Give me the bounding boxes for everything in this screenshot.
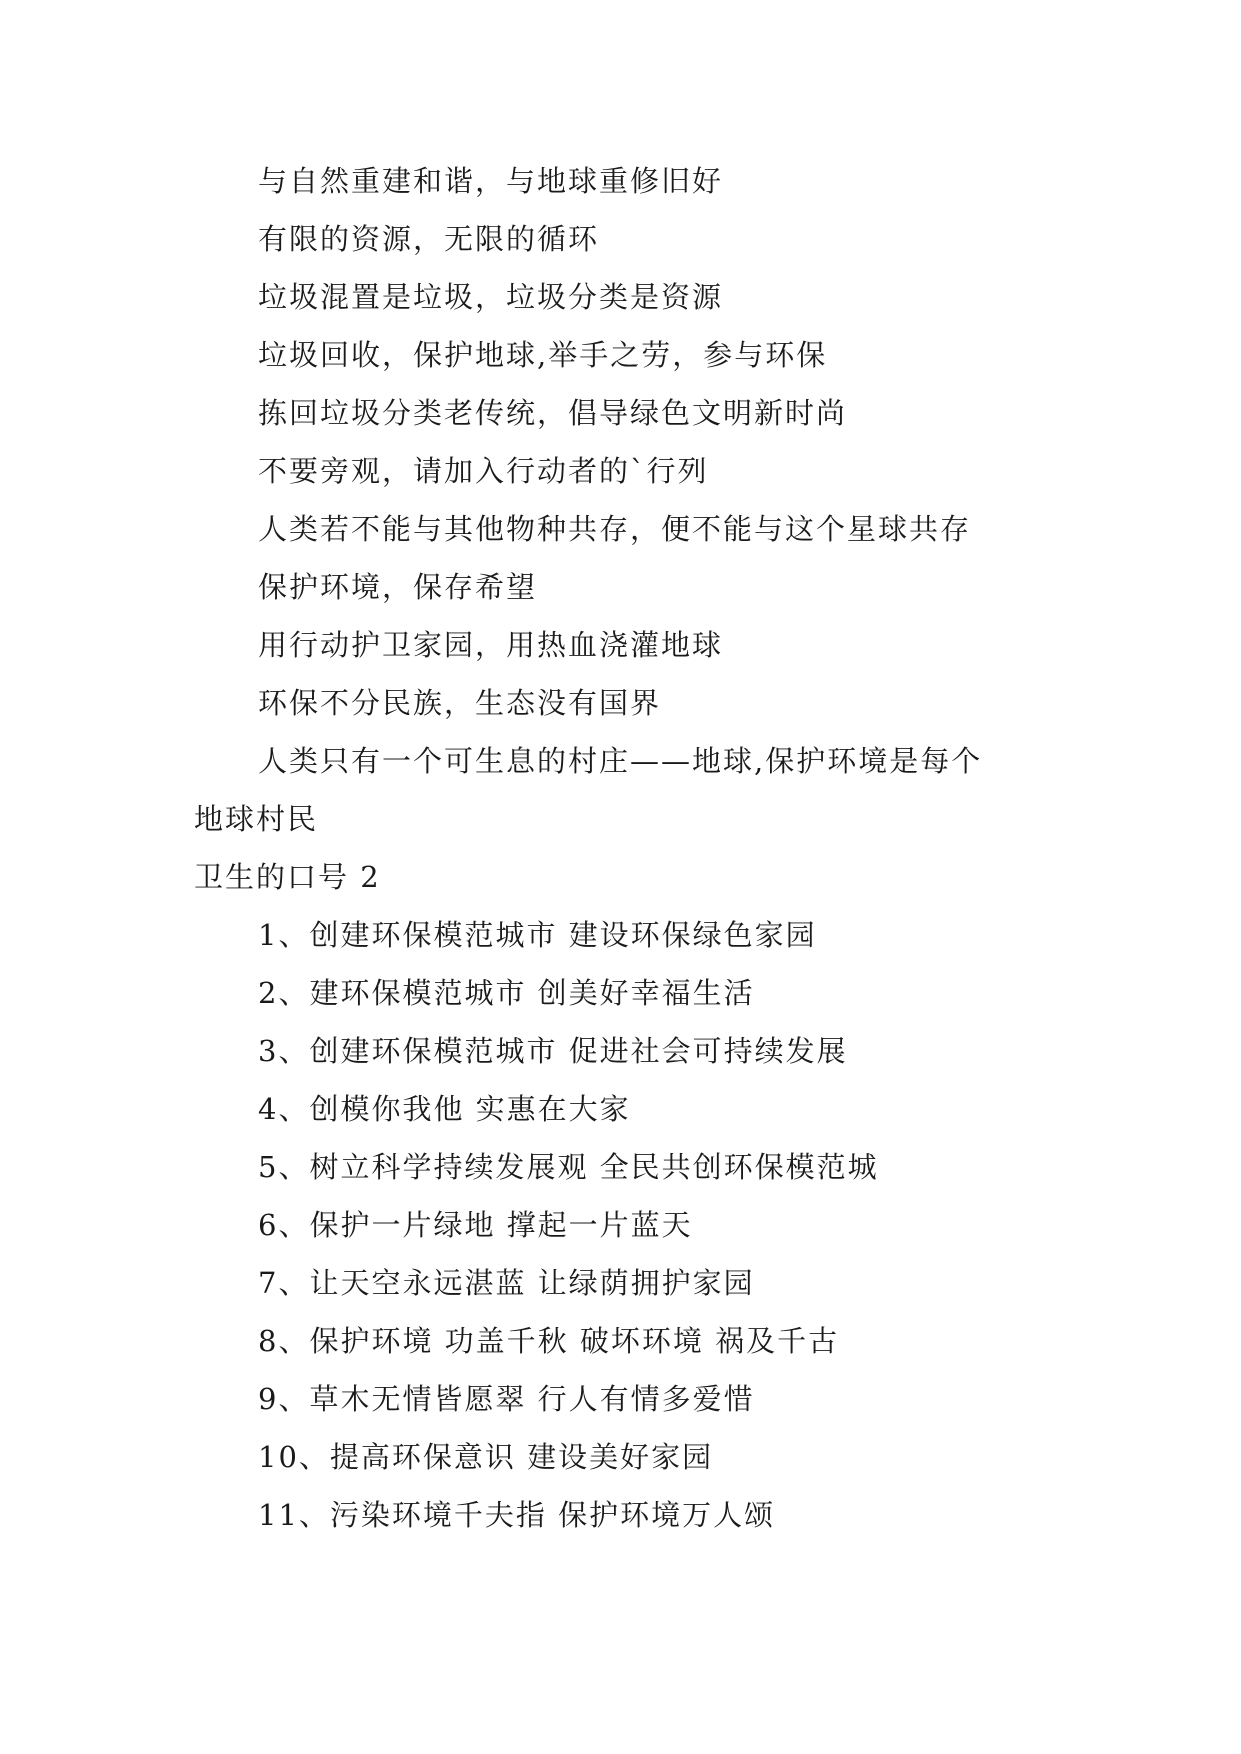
slogan-item: 11、污染环境千夫指 保护环境万人颂: [258, 1498, 776, 1532]
paragraph: 人类若不能与其他物种共存，便不能与这个星球共存: [258, 512, 972, 546]
paragraph: 与自然重建和谐，与地球重修旧好: [258, 164, 724, 198]
paragraph: 拣回垃圾分类老传统，倡导绿色文明新时尚: [258, 396, 848, 430]
paragraph: 用行动护卫家园，用热血浇灌地球: [258, 628, 724, 662]
document-body: [0, 152, 1241, 1544]
slogan-item: 5、树立科学持续发展观 全民共创环保模范城: [258, 1150, 879, 1184]
paragraph: 有限的资源，无限的循环: [258, 222, 600, 256]
slogan-item: 10、提高环保意识 建设美好家园: [258, 1440, 714, 1474]
paragraph: 不要旁观，请加入行动者的`行列: [258, 454, 709, 488]
slogan-item: 9、草木无情皆愿翠 行人有情多爱惜: [258, 1382, 755, 1416]
slogan-item: 6、保护一片绿地 撑起一片蓝天: [258, 1208, 693, 1242]
section-title: 卫生的口号 2: [194, 860, 381, 894]
slogan-item: 2、建环保模范城市 创美好幸福生活: [258, 976, 755, 1010]
slogan-item: 1、创建环保模范城市 建设环保绿色家园: [258, 918, 817, 952]
paragraph: 垃圾回收，保护地球,举手之劳，参与环保: [258, 338, 828, 372]
paragraph: 环保不分民族，生态没有国界: [258, 686, 662, 720]
slogan-item: 8、保护环境 功盖千秋 破坏环境 祸及千古: [258, 1324, 840, 1358]
slogan-item: 7、让天空永远湛蓝 让绿荫拥护家园: [258, 1266, 755, 1300]
paragraph: 垃圾混置是垃圾，垃圾分类是资源: [258, 280, 724, 314]
slogan-item: 3、创建环保模范城市 促进社会可持续发展: [258, 1034, 848, 1068]
paragraph-long-line2: 地球村民: [194, 802, 319, 836]
slogan-item: 4、创模你我他 实惠在大家: [258, 1092, 631, 1126]
paragraph-long-line1: 人类只有一个可生息的村庄——地球,保护环境是每个: [258, 744, 983, 778]
paragraph: 保护环境，保存希望: [258, 570, 538, 604]
